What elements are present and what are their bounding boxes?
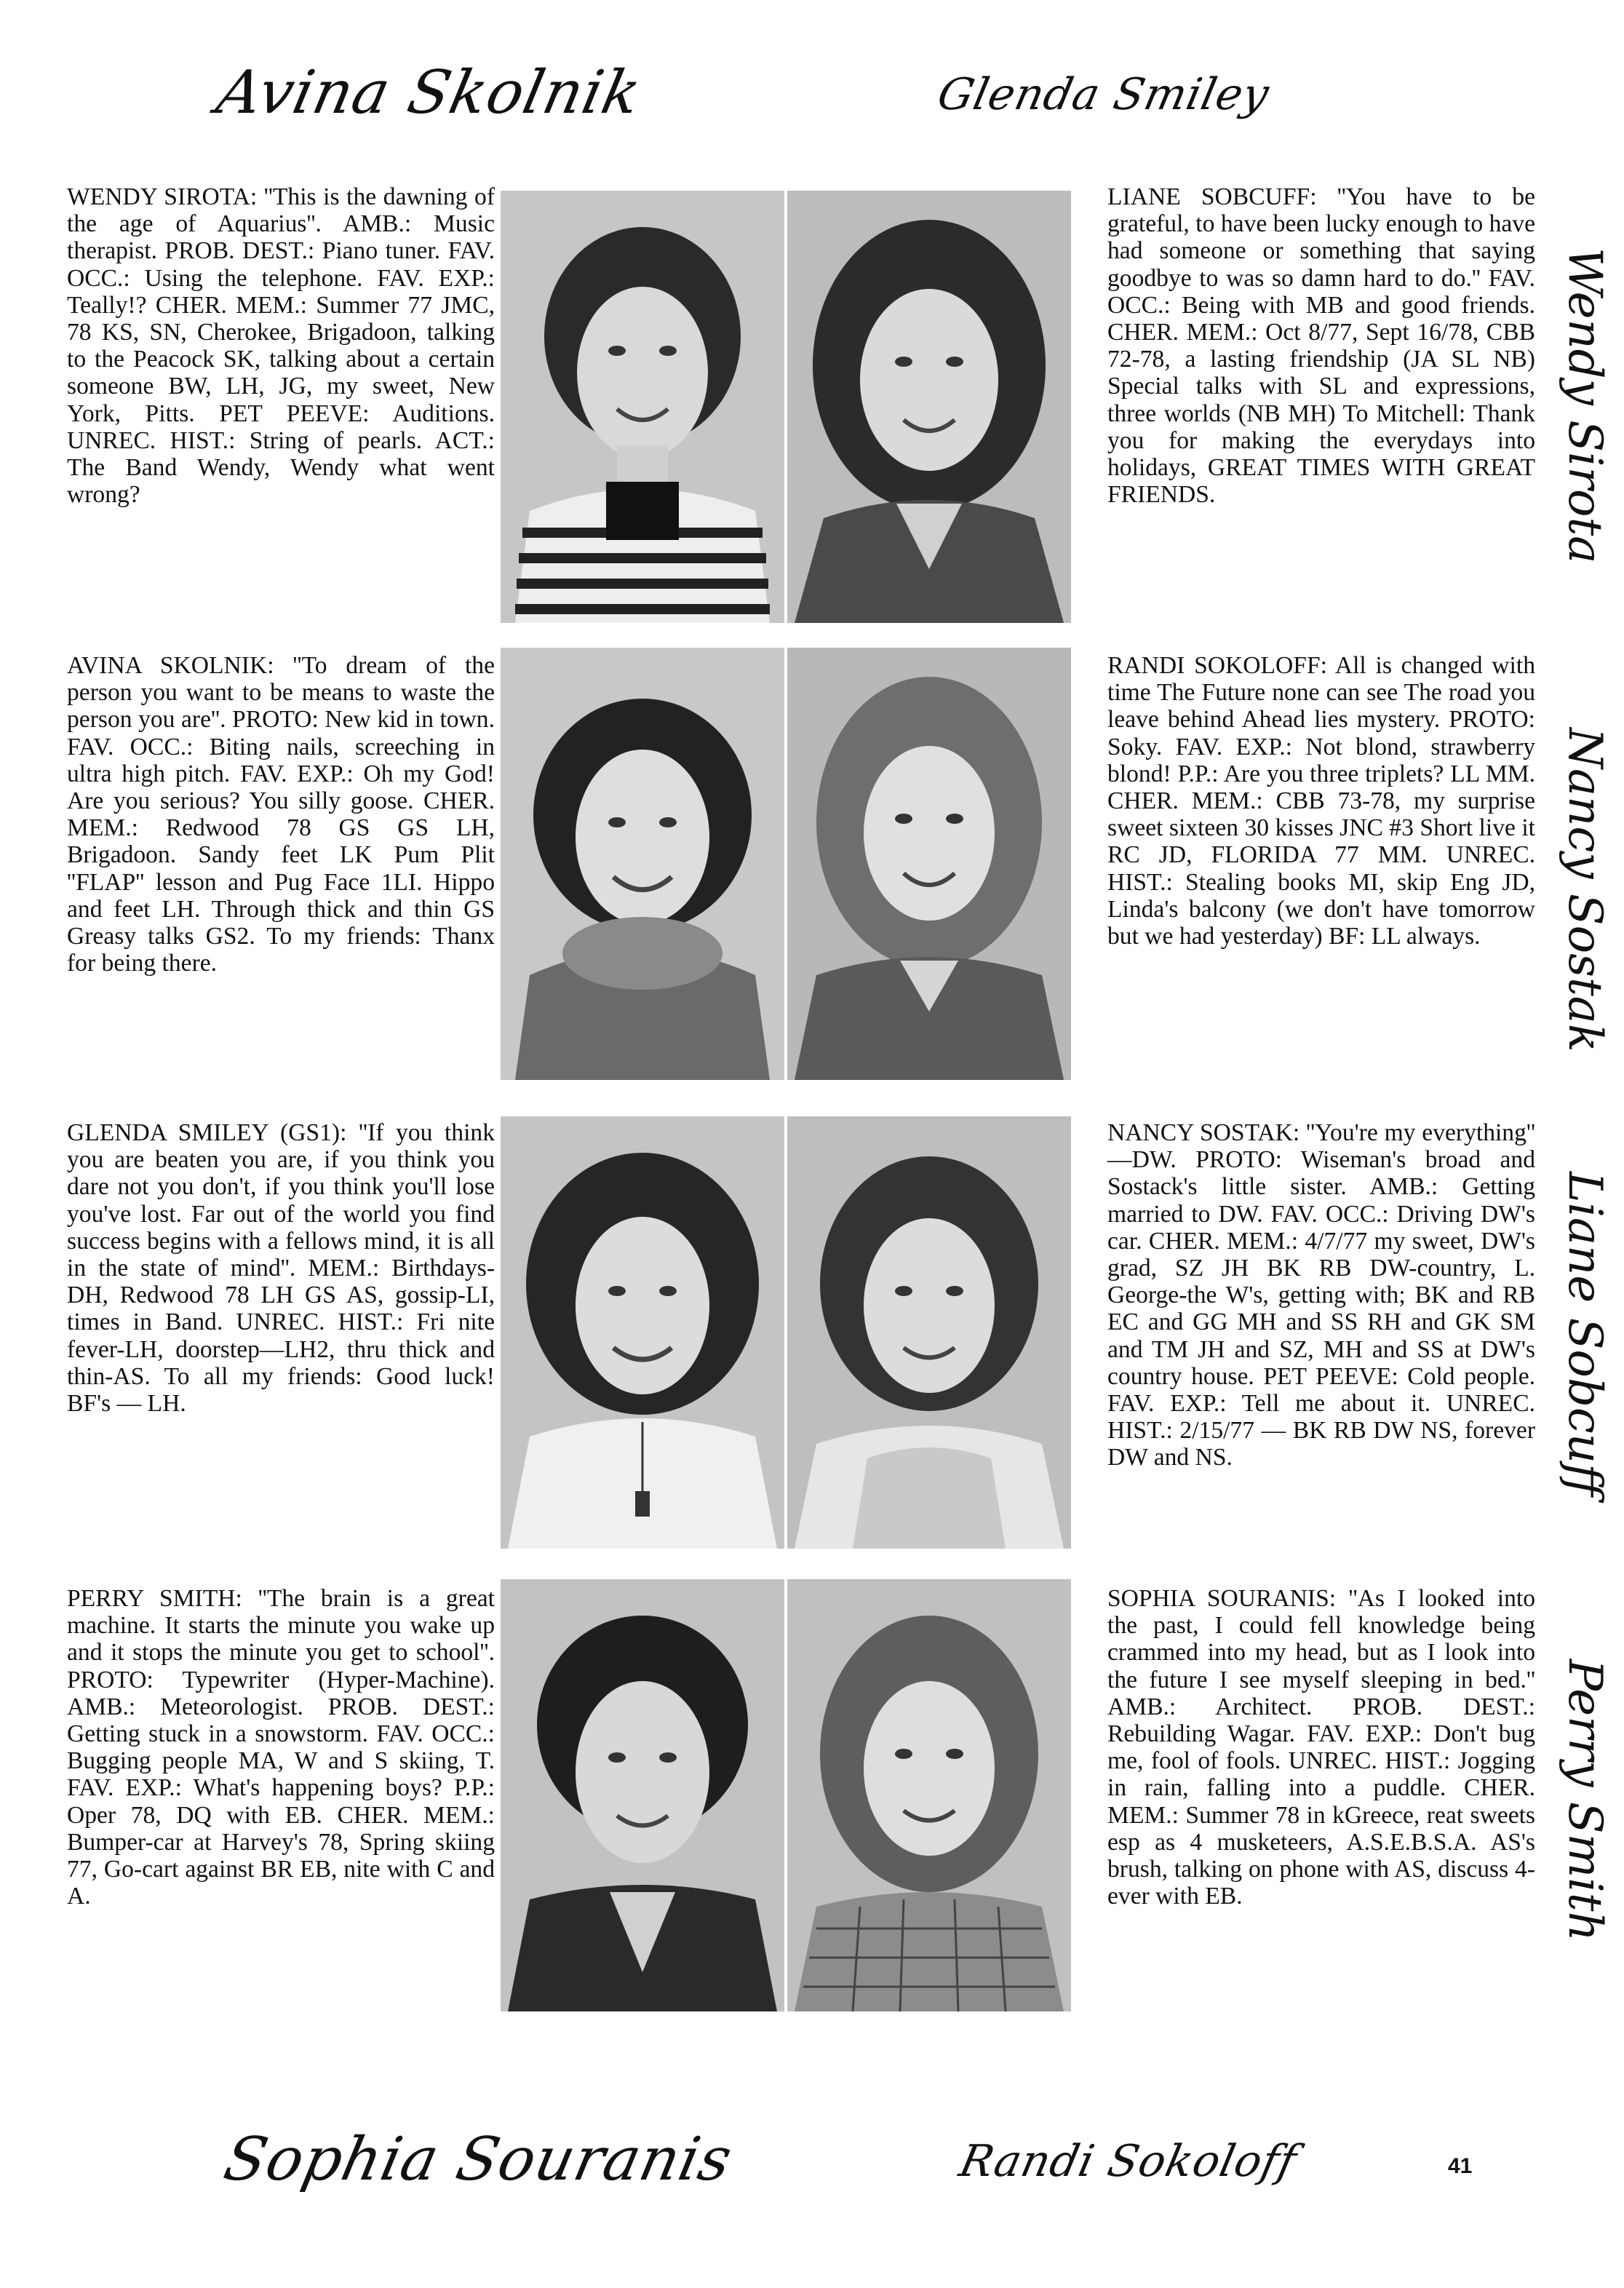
portrait-glenda-smiley [501, 1116, 784, 1549]
portrait-randi-sokoloff [787, 648, 1071, 1080]
portrait-avina-skolnik [501, 648, 784, 1080]
bio-liane-sobcuff: LIANE SOBCUFF: ''You have to be grateful, to have been lucky enough to have had someone or something that saying goodbye to was so damn hard to do.'' FAV. OCC.: Being with MB and good friends. CHER. MEM.: Oct 8/77, Sept 16/78, CBB 72-78, a lasting friendship (JA SL NB) Special talks with SL and expressions, three worlds (NB MH) To Mitchell: Thank you for making the everydays into holidays, GREAT TIMES WITH GREAT FRIENDS. [1107, 183, 1535, 509]
signature-right-2: Nancy Sostak [1558, 728, 1612, 1052]
signature-top-right: Glenda Smiley [933, 69, 1274, 120]
bio-glenda-smiley: GLENDA SMILEY (GS1): ''If you think you are beaten you are, if you think you dare not you don't, if you think you'll lose you've lost. Far out of the world you find success begins with a fellows mind, it is all in the state of mind''. MEM.: Birthdays-DH, Redwood 78 LH GS AS, gossip-LI, times in Band. UNREC. HIST.: Fri nite fever-LH, doorstep—LH2, thru thick and thin-AS. To all my friends: Good luck! BF's — LH. [67, 1119, 495, 1418]
signature-top-left: Avina Skolnik [210, 58, 648, 127]
portrait-sophia-souranis [787, 1579, 1071, 2011]
bio-perry-smith: PERRY SMITH: ''The brain is a great machine. It starts the minute you wake up and it stops the minute you get to school''. PROTO: Typewriter (Hyper-Machine). AMB.: Meteorologist. PROB. DEST.: Getting stuck in a snowstorm. FAV. OCC.: Bugging people MA, W and S skiing, T. FAV. EXP.: What's happening boys? P.P.: Oper 78, DQ with EB. CHER. MEM.: Bumper-car at Harvey's 78, Spring skiing 77, Go-cart against BR EB, nite with C and A. [67, 1585, 495, 1910]
portrait-perry-smith [501, 1579, 784, 2011]
bio-wendy-sirota: WENDY SIROTA: ''This is the dawning of the age of Aquarius''. AMB.: Music therapist. PROB. DEST.: Piano tuner. FAV. OCC.: Using the telephone. FAV. EXP.: Teally!? CHER. MEM.: Summer 77 JMC, 78 KS, SN, Cherokee, Brigadoon, talking to the Peacock SK, talking about a certain someone BW, LH, JG, my sweet, New York, Pitts. PET PEEVE: Auditions. UNREC. HIST.: String of pearls. ACT.: The Band Wendy, Wendy what went wrong? [67, 183, 495, 509]
bio-avina-skolnik: AVINA SKOLNIK: ''To dream of the person you want to be means to waste the person you are''. PROTO: New kid in town. FAV. OCC.: Biting nails, screeching in ultra high pitch. FAV. EXP.: Oh my God! Are you serious? You silly goose. CHER. MEM.: Redwood 78 GS GS LH, Brigadoon. Sandy feet LK Pum Plit ''FLAP'' lesson and Pug Face 1LI. Hippo and feet LH. Through thick and thin GS Greasy talks GS2. To my friends: Thanx for being there. [67, 652, 495, 977]
portrait-liane-sobcuff [787, 191, 1071, 623]
signature-right-1: Wendy Sirota [1558, 247, 1612, 564]
signature-bottom-left: Sophia Souranis [218, 2125, 739, 2194]
signature-right-3: Liane Sobcuff [1558, 1172, 1612, 1497]
bio-sophia-souranis: SOPHIA SOURANIS: ''As I looked into the past, I could fell knowledge being crammed into my head, but as I look into the future I see myself sleeping in bed.'' AMB.: Architect. PROB. DEST.: Rebuilding Wagar. FAV. EXP.: Don't bug me, fool of fools. UNREC. HIST.: Jogging in rain, falling into a puddle. CHER. MEM.: Summer 78 in kGreece, reat sweets esp as 4 musketeers, A.S.E.B.S.A. AS's brush, talking on phone with AS, discuss 4-ever with EB. [1107, 1585, 1535, 1910]
signature-bottom-right: Randi Sokoloff [955, 2136, 1302, 2187]
page-number: 41 [1448, 2154, 1473, 2178]
bio-randi-sokoloff: RANDI SOKOLOFF: All is changed with time The Future none can see The road you leave behind Ahead lies mystery. PROTO: Soky. FAV. EXP.: Not blond, strawberry blond! P.P.: Are you three triplets? LL MM. CHER. MEM.: CBB 73-78, my surprise sweet sixteen 30 kisses JNC #3 Short live it RC JD, FLORIDA 77 MM. UNREC. HIST.: Stealing books MI, skip Eng JD, Linda's balcony (we don't have tomorrow but we had yesterday) BF: LL always. [1107, 652, 1535, 950]
signature-right-4: Perry Smith [1558, 1659, 1612, 1942]
portrait-wendy-sirota [501, 191, 784, 623]
portrait-nancy-sostak [787, 1116, 1071, 1549]
bio-nancy-sostak: NANCY SOSTAK: ''You're my everything'' —DW. PROTO: Wiseman's broad and Sostack's little sister. AMB.: Getting married to DW. FAV. OCC.: Driving DW's car. CHER. MEM.: 4/7/77 my sweet, DW's grad, SZ JH BK RB DW-country, L. George-the W's, getting with; BK and RB EC and GG MH and SS RH and GK SM and TM JH and SZ, MH and SS at DW's country house. PET PEEVE: Cold people. FAV. EXP.: Tell me about it. UNREC. HIST.: 2/15/77 — BK RB DW NS, forever DW and NS. [1107, 1119, 1535, 1471]
